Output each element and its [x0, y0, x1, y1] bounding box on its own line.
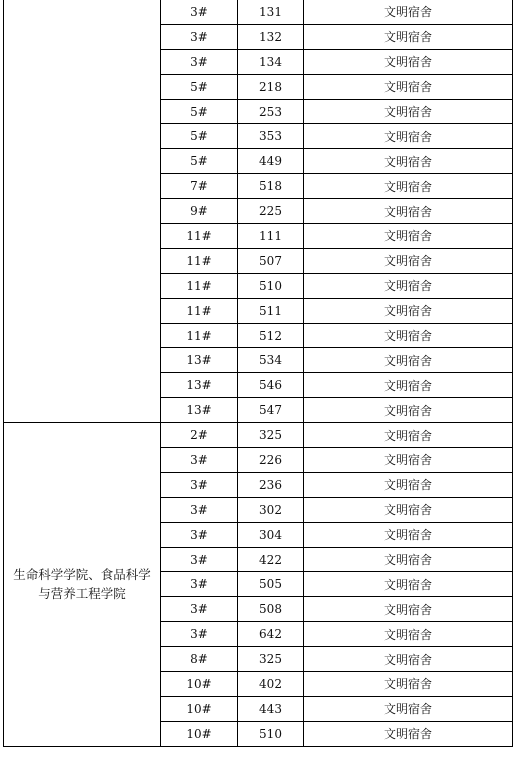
room-cell: 507 — [238, 248, 304, 273]
honor-cell: 文明宿舍 — [304, 373, 513, 398]
table-body — [4, 0, 513, 746]
honor-cell: 文明宿舍 — [304, 472, 513, 497]
honor-cell: 文明宿舍 — [304, 24, 513, 49]
honor-cell: 文明宿舍 — [304, 298, 513, 323]
building-cell: 10# — [161, 672, 238, 697]
building-cell: 3# — [161, 597, 238, 622]
building-cell: 13# — [161, 348, 238, 373]
building-cell: 3# — [161, 547, 238, 572]
room-cell: 511 — [238, 298, 304, 323]
room-cell: 510 — [238, 721, 304, 746]
building-cell: 10# — [161, 696, 238, 721]
room-cell: 518 — [238, 174, 304, 199]
building-cell: 8# — [161, 647, 238, 672]
building-cell: 7# — [161, 174, 238, 199]
building-cell: 3# — [161, 0, 238, 24]
honor-cell: 文明宿舍 — [304, 199, 513, 224]
building-cell: 3# — [161, 622, 238, 647]
honor-cell: 文明宿舍 — [304, 672, 513, 697]
room-cell: 443 — [238, 696, 304, 721]
room-cell: 505 — [238, 572, 304, 597]
honor-cell: 文明宿舍 — [304, 174, 513, 199]
room-cell: 325 — [238, 423, 304, 448]
room-cell: 325 — [238, 647, 304, 672]
honor-cell: 文明宿舍 — [304, 597, 513, 622]
honor-cell: 文明宿舍 — [304, 497, 513, 522]
room-cell: 111 — [238, 224, 304, 249]
honor-cell: 文明宿舍 — [304, 696, 513, 721]
room-cell: 547 — [238, 398, 304, 423]
building-cell: 3# — [161, 448, 238, 473]
building-cell: 11# — [161, 224, 238, 249]
room-cell: 510 — [238, 273, 304, 298]
honor-cell: 文明宿舍 — [304, 348, 513, 373]
building-cell: 2# — [161, 423, 238, 448]
building-cell: 5# — [161, 149, 238, 174]
honor-cell: 文明宿舍 — [304, 149, 513, 174]
room-cell: 353 — [238, 124, 304, 149]
building-cell: 9# — [161, 199, 238, 224]
building-cell: 3# — [161, 24, 238, 49]
honor-cell: 文明宿舍 — [304, 74, 513, 99]
room-cell: 302 — [238, 497, 304, 522]
building-cell: 11# — [161, 248, 238, 273]
honor-cell: 文明宿舍 — [304, 49, 513, 74]
honor-cell: 文明宿舍 — [304, 0, 513, 24]
building-cell: 5# — [161, 99, 238, 124]
honor-cell: 文明宿舍 — [304, 248, 513, 273]
room-cell: 512 — [238, 323, 304, 348]
room-cell: 226 — [238, 448, 304, 473]
building-cell: 3# — [161, 497, 238, 522]
building-cell: 11# — [161, 298, 238, 323]
room-cell: 508 — [238, 597, 304, 622]
college-cell: 生命科学学院、食品科学与营养工程学院 — [4, 423, 161, 747]
honor-cell: 文明宿舍 — [304, 448, 513, 473]
honor-cell: 文明宿舍 — [304, 423, 513, 448]
building-cell: 3# — [161, 522, 238, 547]
honor-cell: 文明宿舍 — [304, 398, 513, 423]
building-cell: 13# — [161, 373, 238, 398]
college-cell — [4, 0, 161, 423]
table-row — [4, 423, 513, 448]
room-cell: 218 — [238, 74, 304, 99]
building-cell: 5# — [161, 124, 238, 149]
room-cell: 225 — [238, 199, 304, 224]
room-cell: 304 — [238, 522, 304, 547]
honor-cell: 文明宿舍 — [304, 99, 513, 124]
room-cell: 253 — [238, 99, 304, 124]
room-cell: 449 — [238, 149, 304, 174]
room-cell: 236 — [238, 472, 304, 497]
room-cell: 422 — [238, 547, 304, 572]
honor-cell: 文明宿舍 — [304, 721, 513, 746]
honor-cell: 文明宿舍 — [304, 572, 513, 597]
honor-cell: 文明宿舍 — [304, 622, 513, 647]
honor-cell: 文明宿舍 — [304, 273, 513, 298]
building-cell: 3# — [161, 49, 238, 74]
room-cell: 134 — [238, 49, 304, 74]
honor-cell: 文明宿舍 — [304, 522, 513, 547]
building-cell: 3# — [161, 472, 238, 497]
honor-cell: 文明宿舍 — [304, 547, 513, 572]
honor-cell: 文明宿舍 — [304, 647, 513, 672]
building-cell: 10# — [161, 721, 238, 746]
room-cell: 534 — [238, 348, 304, 373]
building-cell: 11# — [161, 273, 238, 298]
room-cell: 642 — [238, 622, 304, 647]
building-cell: 5# — [161, 74, 238, 99]
room-cell: 132 — [238, 24, 304, 49]
room-cell: 402 — [238, 672, 304, 697]
room-cell: 131 — [238, 0, 304, 24]
room-cell: 546 — [238, 373, 304, 398]
building-cell: 13# — [161, 398, 238, 423]
honor-cell: 文明宿舍 — [304, 323, 513, 348]
building-cell: 11# — [161, 323, 238, 348]
table-row — [4, 0, 513, 24]
honor-cell: 文明宿舍 — [304, 224, 513, 249]
building-cell: 3# — [161, 572, 238, 597]
dormitory-table — [3, 0, 513, 747]
honor-cell: 文明宿舍 — [304, 124, 513, 149]
